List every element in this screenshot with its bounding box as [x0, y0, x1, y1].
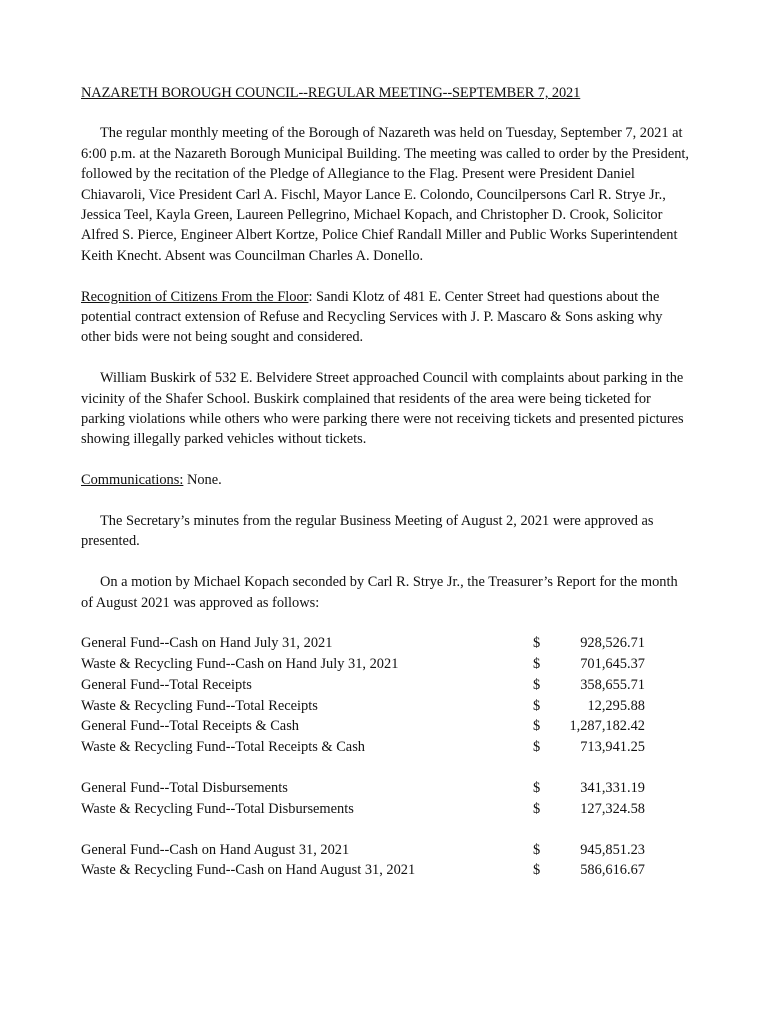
financial-label: General Fund--Cash on Hand August 31, 2021	[81, 841, 350, 858]
financial-row	[81, 654, 693, 675]
financial-row	[81, 778, 693, 799]
financial-row	[81, 633, 693, 654]
intro-paragraph: The regular monthly meeting of the Borough of Nazareth was held on Tuesday, September 7, 2021 at 6:00 p.m. at the Nazareth Borough Municipal Building. The meeting was called to order by the President, followed by the recitation of the Pledge of Allegiance to the Flag. Present were President Daniel Chiavaroli, Vice President Carl A. Fischl, Mayor Lance E. Colondo, Councilpersons Carl R. Strye Jr., Jessica Teel, Kayla Green, Laureen Pellegrino, Michael Kopach, and Christopher D. Crook, Solicitor Alfred S. Pierce, Engineer Albert Kortze, Police Chief Randall Miller and Public Works Superintendent Keith Knecht. Absent was Councilman Charles A. Donello.	[81, 125, 689, 264]
financial-amount: 928,526.71	[580, 635, 645, 652]
currency-symbol: $	[533, 841, 541, 858]
financial-amount: 12,295.88	[587, 697, 645, 714]
communications-text: None.	[183, 472, 222, 489]
buskirk-paragraph: William Buskirk of 532 E. Belvidere Street approached Council with complaints about parking in the vicinity of the Shafer School. Buskirk complained that residents of the area were being ticketed for parking violations while others who were parking there were not receiving tickets and presented pictures showing illegally parked vehicles without tickets.	[81, 370, 684, 448]
minutes-paragraph: The Secretary’s minutes from the regular Business Meeting of August 2, 2021 were approved as presented.	[81, 513, 654, 550]
financial-row	[81, 840, 693, 861]
financial-row	[81, 696, 693, 717]
financial-amount: 701,645.37	[580, 656, 645, 673]
financial-row	[81, 860, 693, 881]
financial-row	[81, 799, 693, 820]
financial-amount: 127,324.58	[580, 800, 645, 817]
financial-row	[81, 737, 693, 758]
financial-amount: 358,655.71	[580, 676, 645, 693]
currency-symbol: $	[533, 656, 541, 673]
recognition-text: : Sandi Klotz of 481 E. Center Street had questions about the potential contract extension of Refuse and Recycling Services with J. P. Mascaro & Sons asking why other bids were not being sought and considered.	[81, 288, 663, 346]
financial-label: Waste & Recycling Fund--Total Disbursements	[81, 800, 354, 817]
financial-label: General Fund--Cash on Hand July 31, 2021	[81, 635, 333, 652]
document-page	[81, 83, 693, 902]
currency-symbol: $	[533, 676, 541, 693]
currency-symbol: $	[533, 718, 541, 735]
currency-symbol: $	[533, 800, 541, 817]
financial-group-cash-on-hand	[81, 840, 693, 881]
recognition-heading: Recognition of Citizens From the Floor	[81, 288, 309, 305]
financial-amount: 713,941.25	[580, 738, 645, 755]
financial-group-receipts	[81, 633, 693, 757]
currency-symbol: $	[533, 738, 541, 755]
financial-label: Waste & Recycling Fund--Cash on Hand August 31, 2021	[81, 862, 416, 879]
financial-label: General Fund--Total Receipts	[81, 676, 252, 693]
financial-label: Waste & Recycling Fund--Cash on Hand July 31, 2021	[81, 656, 399, 673]
currency-symbol: $	[533, 635, 541, 652]
meeting-title: NAZARETH BOROUGH COUNCIL--REGULAR MEETING--SEPTEMBER 7, 2021	[81, 85, 581, 101]
financial-label: General Fund--Total Receipts & Cash	[81, 718, 299, 735]
communications-heading: Communications:	[81, 472, 184, 489]
financial-row	[81, 716, 693, 737]
financial-amount: 945,851.23	[580, 841, 645, 858]
currency-symbol: $	[533, 862, 541, 879]
currency-symbol: $	[533, 779, 541, 796]
financial-label: General Fund--Total Disbursements	[81, 779, 288, 796]
currency-symbol: $	[533, 697, 541, 714]
financial-row	[81, 675, 693, 696]
financial-label: Waste & Recycling Fund--Total Receipts & Cash	[81, 738, 365, 755]
financial-group-disbursements	[81, 778, 693, 819]
recognition-paragraph	[81, 287, 693, 348]
financial-label: Waste & Recycling Fund--Total Receipts	[81, 697, 318, 714]
financial-amount: 1,287,182.42	[569, 718, 645, 735]
treasurer-paragraph: On a motion by Michael Kopach seconded by Carl R. Strye Jr., the Treasurer’s Report for the month of August 2021 was approved as follows:	[81, 574, 678, 611]
communications-paragraph	[81, 470, 693, 490]
financial-amount: 586,616.67	[580, 862, 645, 879]
financial-amount: 341,331.19	[580, 779, 645, 796]
